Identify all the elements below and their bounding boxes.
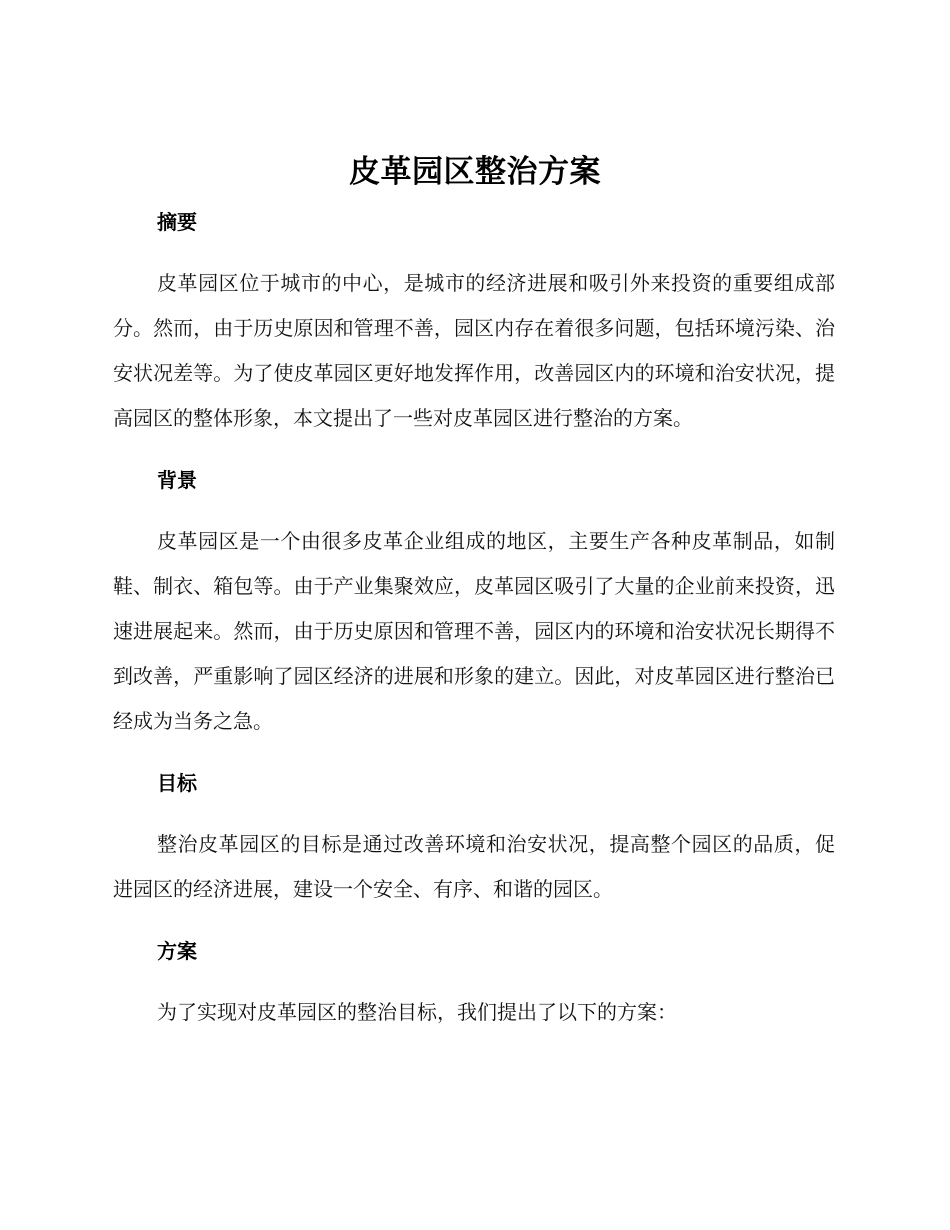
document-title: 皮革园区整治方案 xyxy=(349,154,601,190)
section-heading-plan: 方案 xyxy=(157,939,197,963)
section-heading-abstract: 摘要 xyxy=(157,210,197,234)
document-body xyxy=(113,203,835,1035)
section-paragraph-background: 皮革园区是一个由很多皮革企业组成的地区，主要生产各种皮革制品，如制鞋、制衣、箱包等。由于产业集聚效应，皮革园区吸引了大量的企业前来投资，迅速进展起来。然而，由于历史原因和管理不善，园区内的环境和治安状况长期得不到改善，严重影响了园区经济的进展和形象的建立。因此，对皮革园区进行整治已经成为当务之急。 xyxy=(113,529,835,733)
section-paragraph-abstract: 皮革园区位于城市的中心，是城市的经济进展和吸引外来投资的重要组成部分。然而，由于历史原因和管理不善，园区内存在着很多问题，包括环境污染、治安状况差等。为了使皮革园区更好地发挥作用，改善园区内的环境和治安状况，提高园区的整体形象，本文提出了一些对皮革园区进行整治的方案。 xyxy=(113,271,835,430)
section-paragraph-goal: 整治皮革园区的目标是通过改善环境和治安状况，提高整个园区的品质，促进园区的经济进展，建设一个安全、有序、和谐的园区。 xyxy=(113,832,835,901)
section-paragraph-plan: 为了实现对皮革园区的整治目标，我们提出了以下的方案： xyxy=(157,1000,677,1024)
section-heading-goal: 目标 xyxy=(157,771,197,795)
section-heading-background: 背景 xyxy=(157,468,197,492)
